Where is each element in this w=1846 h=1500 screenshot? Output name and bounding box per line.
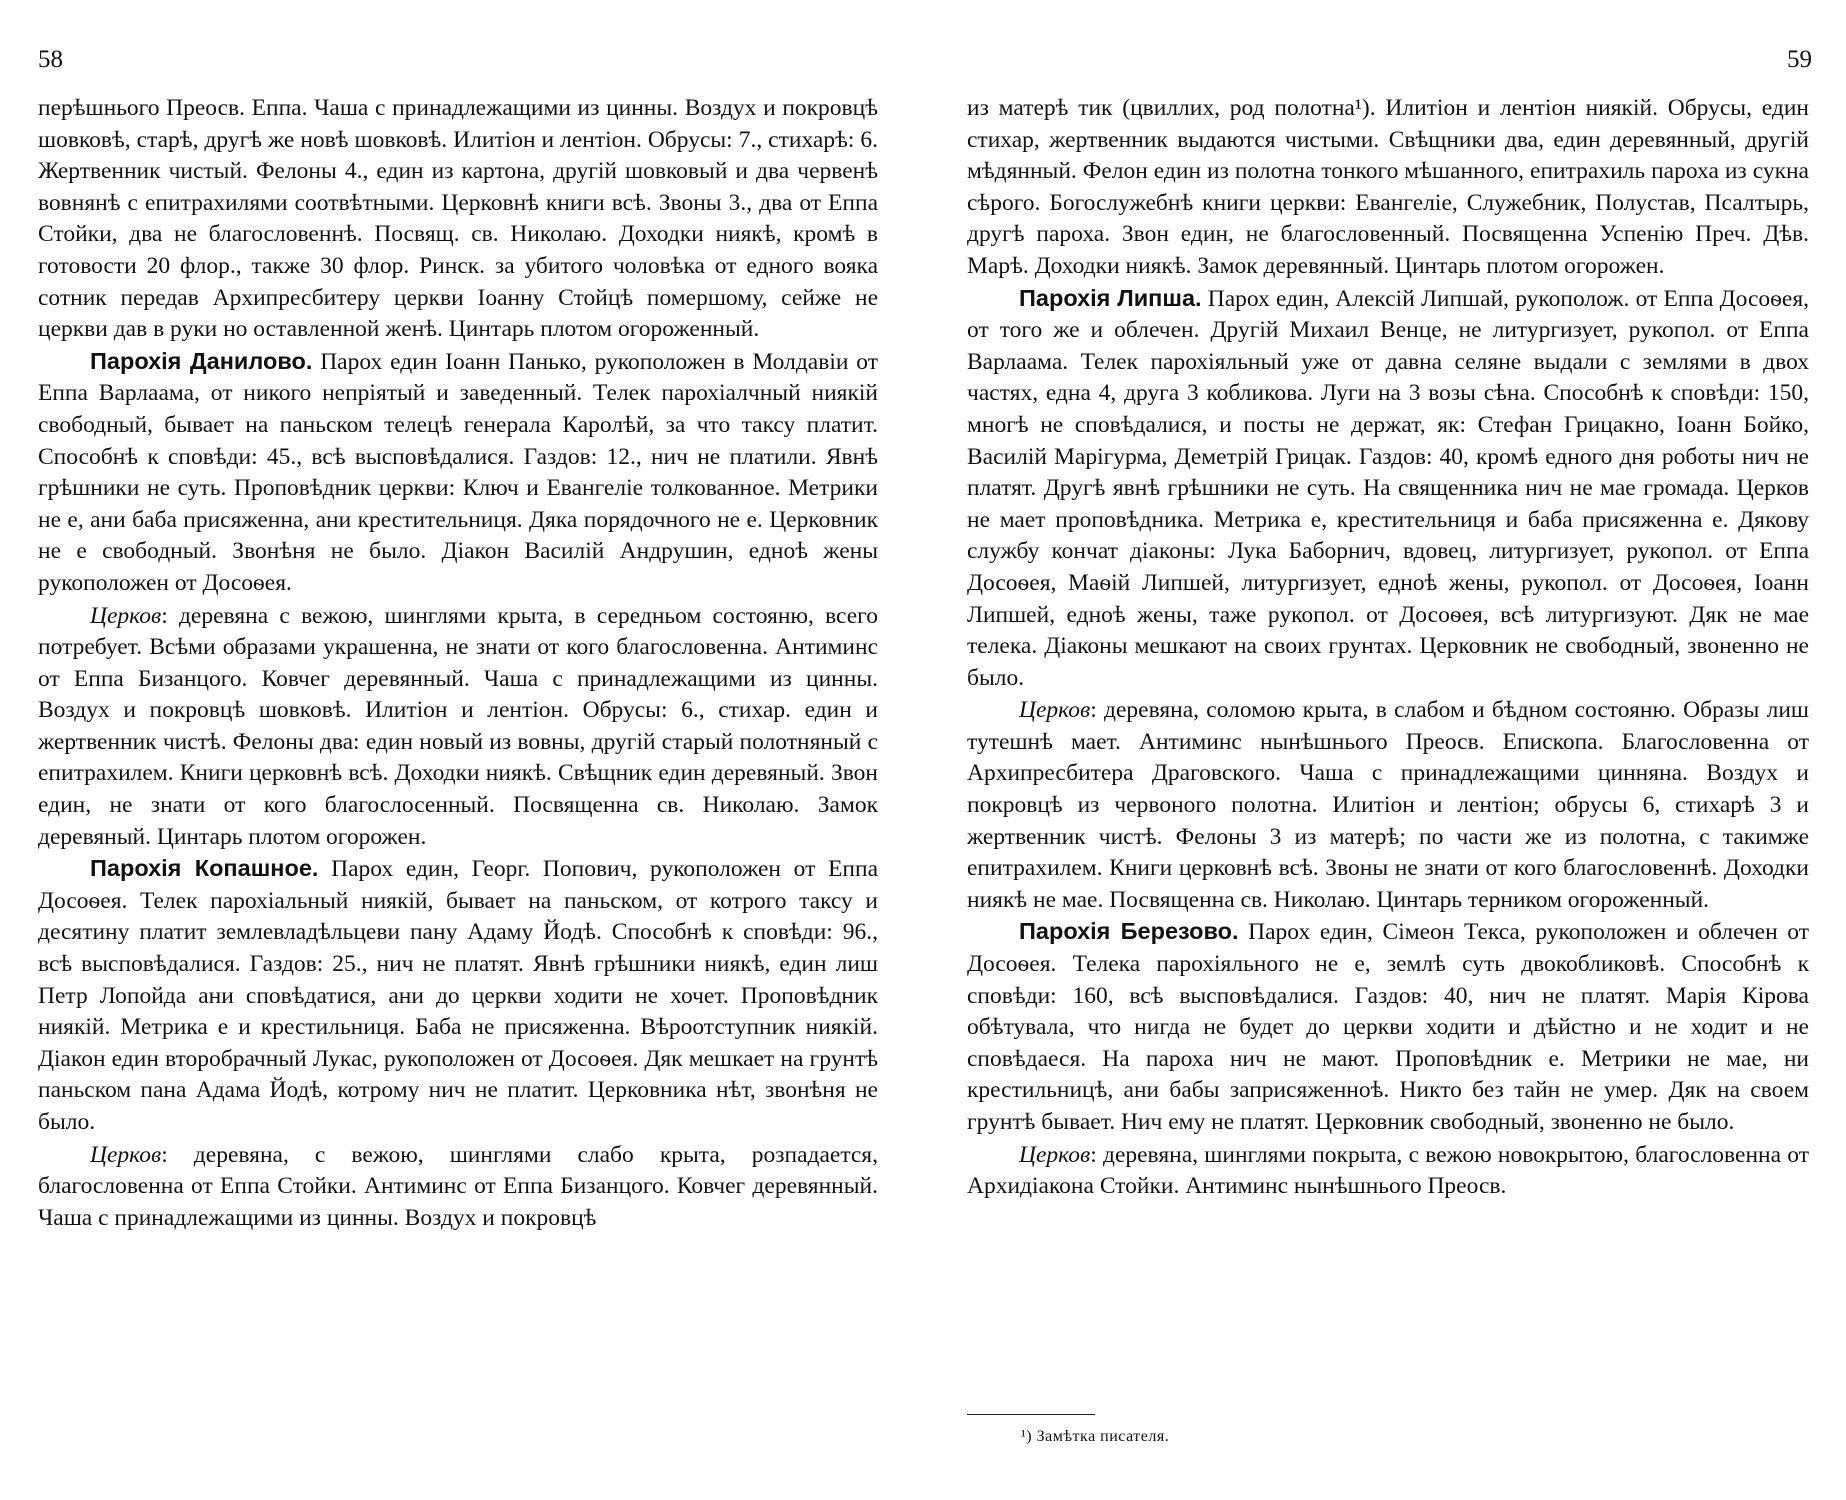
paragraph [967,694,1809,916]
paragraph-heading: Парохія Липша. [1019,284,1202,311]
right-page [923,0,1846,1500]
paragraph-heading: Парохія Данилово. [90,347,313,374]
page-text [38,92,878,1234]
paragraph [967,283,1809,695]
paragraph-body: из матерѣ тик (цвиллих, род полотна¹). Илитіон и лентіон ниякій. Обрусы, един стихар, жертвенник выдаются чистыми. Свѣщники два, един деревянный, другій мѣдянный. Фелон един из полотна тонкого мѣшанного, епитрахиль пароха из сукна сѣрого. Богослужебнѣ книги церкви: Евангеліе, Служебник, Полустав, Псалтырь, другѣ пароха. Звон един, не благословенный. Посвященна Успенію Преч. Дѣв. Марѣ. Доходки ниякѣ. Замок деревянный. Цинтарь плотом огорожен. [967,95,1809,279]
paragraph-body: : деревяна, с вежою, шинглями слабо крыта, розпадается, благословенна от Еппа Стойки. Антиминс от Еппа Бизанцого. Ковчег деревянный. Чаша с принадлежащими из цинны. Воздух и покровцѣ [38,1141,878,1231]
paragraph-heading: Парохія Березово. [1019,918,1239,945]
paragraph-body: : деревяна, соломою крыта, в слабом и бѣдном состояню. Образы лиш тутешнѣ мает. Антиминс нынѣшнього Преосв. Епископа. Благословенна от Архипресбитера Драговского. Чаша с принадлежащими цинняна. Воздух и покровцѣ из червоного полотна. Илитіон и лентіон; обрусы 6, стихарѣ 3 и жертвенник чистѣ. Фелоны 3 из матерѣ; по части же из полотна, с такимже епитрахилем. Книги церковнѣ всѣ. Звоны не знати от кого благословеннѣ. Доходки ниякѣ не мае. Посвященна св. Николаю. Цинтарь терником огороженный. [967,697,1809,913]
paragraph-body: Парох един, Сімеон Текса, рукоположен и облечен от Досоѳея. Телека парохіяльного не е, землѣ суть двокобликовѣ. Способнѣ к сповѣди: 160, всѣ высповѣдалися. Газдов: 40, нич не платят. Марія Кірова обѣтувала, что нигда не будет до церкви ходити и дѣйстно и не ходит и не сповѣдаеся. На пароха нич не мают. Проповѣдник е. Метрики не мае, ни крестильницѣ, ани бабы заприсяженноѣ. Никто без тайн не умер. Дяк на своем грунтѣ бывает. Нич ему не платят. Церковник свободный, звоненно не было. [967,919,1810,1135]
paragraph [967,1139,1809,1203]
paragraph [38,1139,878,1235]
paragraph-label: Церков [1019,697,1091,724]
page-number: 58 [38,46,63,73]
paragraph-body: : деревяна с вежою, шинглями крыта, в середньом состояню, всего потребует. Всѣми образами украшенна, не знати от кого благословенна. Антиминс от Еппа Бизанцого. Ковчег деревянный. Чаша с принадлежащими из цинны. Воздух и покровцѣ шовковѣ. Илитіон и лентіон. Обрусы: 6., стихар. един и жертвенник чистѣ. Фелоны два: един новый из вовны, другій старый полотняный с епитрахилем. Книги церковнѣ всѣ. Доходки ниякѣ. Свѣщник един деревяный. Звон един, не знати от кого благослосенный. Посвященна св. Николаю. Замок деревяный. Цинтарь плотом огорожен. [38,602,878,850]
page-number: 59 [1787,46,1812,73]
paragraph-heading: Парохія Копашное. [90,855,319,882]
paragraph-body: Парох един, Алексій Липшай, рукополож. от Еппа Досоѳея, от того же и облечен. Другій Михаил Венце, не литургизует, рукопол. от Еппа Варлаама. Телек парохіяльный уже от давна селяне выдали с землями в двох частях, една 4, друга 3 кобликова. Луги на 3 возы сѣна. Способнѣ к сповѣди: 150, многѣ не сповѣдалися, и посты не держат, як: Стефан Грицакно, Іоанн Бойко, Василій Марігурма, Деметрій Грицак. Газдов: 40, кромѣ едного дня роботы нич не платят. Другѣ явнѣ грѣшники не суть. На священника нич не мае громада. Церков не мает проповѣдника. Метрика е, крестительниця и баба присяженна е. Дякову службу кончат діаконы: Лука Баборнич, вдовец, литургизует, рукопол. от Еппа Досоѳея, Маѳій Липшей, литургизует, едноѣ жены, рукопол. от Досоѳея, Іоанн Липшей, едноѣ жены, таже рукопол. от Досоѳея, всѣ литургизуют. Дяк не мае телека. Діаконы мешкают на своих грунтах. Церковник не свободный, звоненно не было. [967,285,1809,691]
paragraph-body: перѣшнього Преосв. Еппа. Чаша с принадлежащими из цинны. Воздух и покровцѣ шовковѣ, старѣ, другѣ же новѣ шовковѣ. Илитіон и лентіон. Обрусы: 7., стихарѣ: 6. Жертвенник чистый. Фелоны 4., един из картона, другій шовковый и два червенѣ вовнянѣ с епитрахилями соотвѣтными. Церковнѣ книги всѣ. Звоны 3., два от Еппа Стойки, два не благословеннѣ. Посвящ. св. Николаю. Доходки ниякѣ, кромѣ в готовости 20 флор., также 30 флор. Ринск. за убитого чоловѣка от едного вояка сотник передав Архипресбитеру церкви Іоанну Стойцѣ помершому, сейже не церкви дав в руки но оставленной женѣ. Цинтарь плотом огороженный. [38,95,878,343]
footnote: ¹) Замѣтка писателя. [1021,1428,1170,1445]
paragraph-label: Церков [90,1141,162,1168]
footnote-rule [967,1414,1095,1415]
paragraph-label: Церков [1019,1141,1091,1168]
paragraph [967,916,1809,1138]
page-text [967,92,1809,1203]
paragraph-body: Парох един, Георг. Попович, рукоположен от Еппа Досоѳея. Телек парохіальный ниякій, бывает на паньском, от котрого таксу и десятину платит землевладѣльцеви пану Адаму Йодѣ. Способнѣ к сповѣди: 96., всѣ высповѣдалися. Газдов: 25., нич не платят. Явнѣ грѣшники ниякѣ, един лиш Петр Лопойда ани сповѣдатися, ани до церкви ходити не хочет. Проповѣдник ниякій. Метрика е и крестильниця. Баба не присяженна. Вѣроотступник ниякій. Діакон един второбрачный Лукас, рукоположен от Досоѳея. Дяк мешкает на грунтѣ паньском пана Адама Йодѣ, котрому нич не платит. Церковника нѣт, звонѣня не было. [38,856,879,1135]
paragraph [38,600,878,854]
paragraph-body: Парох един Іоанн Панько, рукоположен в Молдавіи от Еппа Варлаама, от никого непріятый и заведенный. Телек парохіалчный ниякій свободный, бывает на паньском телецѣ генерала Каролѣй, за что таксу платит. Способнѣ к сповѣди: 45., всѣ высповѣдалися. Газдов: 12., нич не платили. Явнѣ грѣшники не суть. Проповѣдник церкви: Ключ и Евангеліе толкованное. Метрики не е, ани баба присяженна, ани крестительниця. Дяка порядочного не е. Церковник не е свободный. Звонѣня не было. Діакон Василій Андрушин, едноѣ жены рукоположен от Досоѳея. [38,348,878,596]
paragraph [38,92,878,346]
paragraph [38,853,878,1138]
paragraph-label: Церков [90,602,162,629]
paragraph [967,92,1809,283]
paragraph [38,346,878,600]
paragraph-body: : деревяна, шинглями покрыта, с вежою новокрытою, благословенна от Архидіакона Стойки. Антиминс нынѣшнього Преосв. [967,1141,1809,1200]
